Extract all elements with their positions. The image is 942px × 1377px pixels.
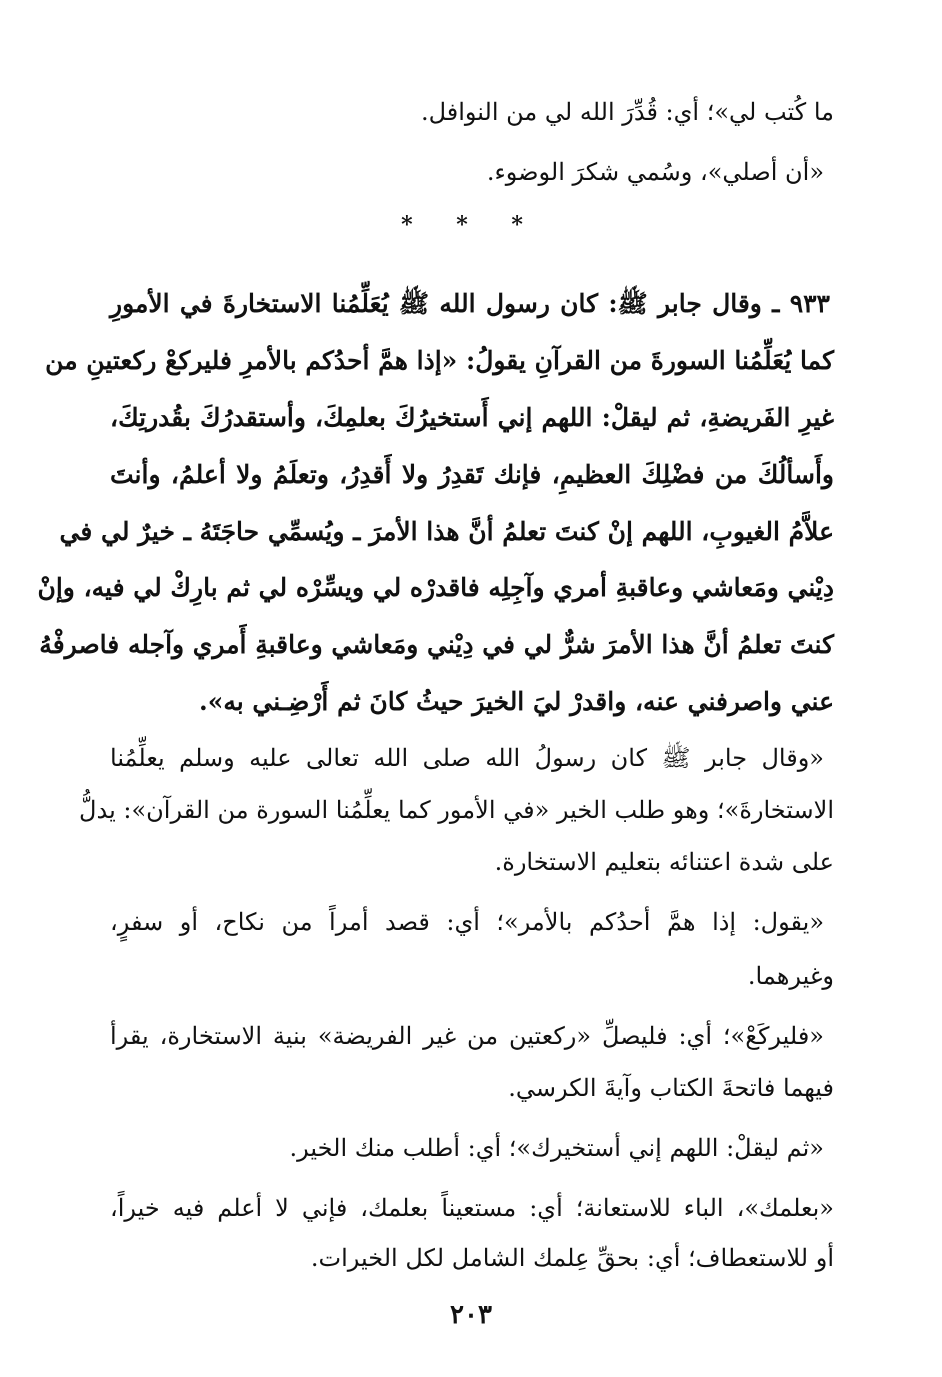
- hadith-line: ٩٣٣ ـ وقال جابر ﷺ: كان رسول الله ﷺ يُعَلِّمُنا الاستخارةَ في الأمورِ: [110, 289, 830, 318]
- hadith-line: وأَسألُكَ من فضْلِكَ العظيمِ، فإنك تَقدِرُ ولا أَقدِرُ، وتعلَمُ ولا أعلمُ، وأنتَ: [110, 460, 834, 489]
- commentary-line: «يقول: إذا همَّ أحدُكم بالأمر»؛ أي: قصد أمراً من نكاح، أو سفرٍ،: [110, 908, 824, 936]
- hadith-line: كنتَ تعلمُ أنَّ هذا الأمرَ شرٌّ لي في دِيْني ومَعاشي وعاقبةِ أَمري وآجله فاصرفْهُ: [39, 630, 834, 659]
- hadith-line: عني واصرفني عنه، واقدرْ ليَ الخيرَ حيثُ كانَ ثم أَرْضِـني به».: [199, 687, 834, 716]
- commentary-line: وغيرهما.: [747, 962, 834, 990]
- commentary-line: على شدة اعتنائه بتعليم الاستخارة.: [494, 848, 834, 876]
- commentary-line: الاستخارةَ»؛ وهو طلب الخير «في الأمور كما يعلِّمُنا السورة من القرآن»: يدلُّ: [79, 796, 834, 824]
- commentary-line: «بعلمك»، الباء للاستعانة؛ أي: مستعيناً بعلمك، فإني لا أعلم فيه خيراً،: [110, 1194, 834, 1222]
- hadith-line: كما يُعَلِّمُنا السورةَ من القرآنِ يقولُ: «إذا همَّ أحدُكم بالأمرِ فليركعْ ركعتينِ من: [45, 346, 834, 375]
- commentary-line: أو للاستعطاف؛ أي: بحقِّ عِلمك الشامل لكل الخيرات.: [310, 1244, 834, 1272]
- commentary-line: «فليركَعْ»؛ أي: فليصلِّ «ركعتين من غير الفريضة» بنية الاستخارة، يقرأ: [110, 1022, 824, 1050]
- hadith-line: غيرِ الفَريضةِ، ثم ليقلْ: اللهم إني أَستخيرُكَ بعلمِكَ، وأستقدرُكَ بقُدرتِكَ،: [110, 403, 834, 432]
- hadith-line: علاَّمُ الغيوبِ، اللهم إنْ كنتَ تعلمُ أنَّ هذا الأمرَ ـ ويُسمِّي حاجَتَهُ ـ خيرٌ لي في: [59, 517, 834, 546]
- section-separator: * * *: [401, 212, 541, 238]
- hadith-line: دِيْني ومَعاشي وعاقبةِ أمري وآجِلِه فاقدرْه لي ويسِّرْه لي ثم بارِكْ لي فيه، وإنْ: [37, 573, 834, 602]
- text-line: «أن أصلي»، وسُمي شكرَ الوضوء.: [486, 158, 824, 186]
- commentary-line: «ثم ليقلْ: اللهم إني أستخيرك»؛ أي: أطلب منك الخير.: [289, 1134, 824, 1162]
- page-number: ٢٠٣: [450, 1300, 492, 1330]
- commentary-line: «وقال جابر ﷺ كان رسولُ الله صلى الله تعالى عليه وسلم يعلِّمُنا: [110, 744, 824, 772]
- text-line: ما كُتب لي»؛ أي: قُدِّرَ الله لي من النوافل.: [420, 98, 834, 126]
- commentary-line: فيهما فاتحةَ الكتاب وآيةَ الكرسي.: [508, 1074, 834, 1102]
